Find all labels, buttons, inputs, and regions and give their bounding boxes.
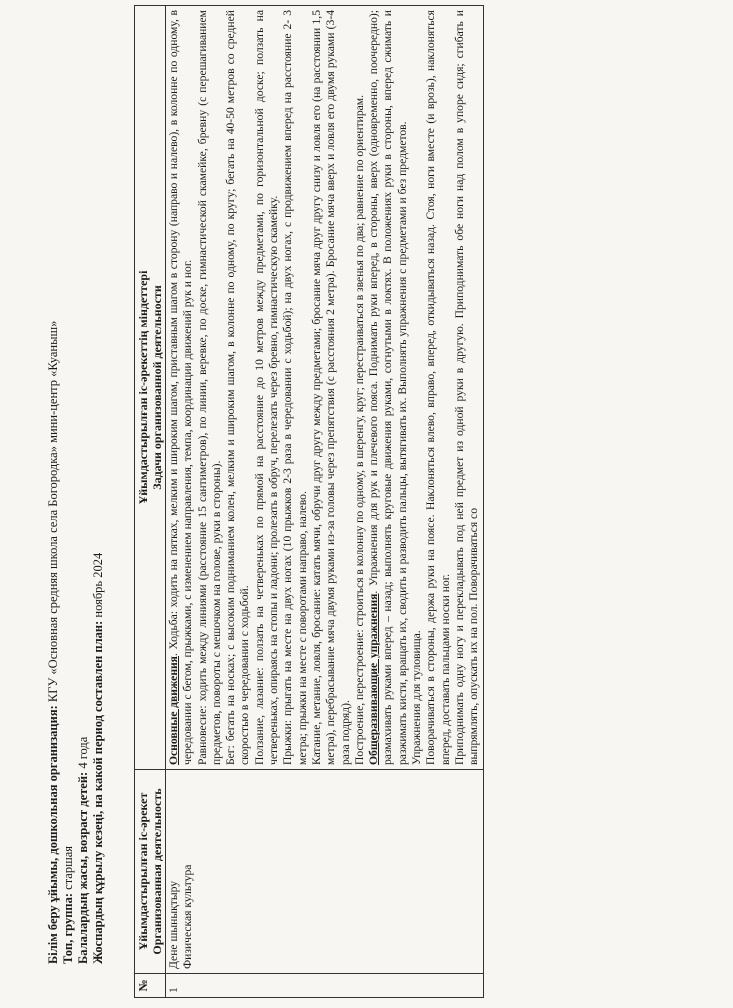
formation-paragraph: Построение, перестроение: строиться в колонну по одному, в шеренгу, круг; перестраиваться в звенья по два; равнение по ориентирам. <box>352 94 366 765</box>
running-paragraph: Бег: бегать на носках; с высоким подниманием колен, мелким и широким шагом, в колонне по одному, по кругу; бегать на 40-50 метров со средней скоростью в чередовании с ходьбой. <box>224 10 252 765</box>
column-header-number: № <box>135 974 166 998</box>
turning-paragraph: Поворачиваться в стороны, держа руки на поясе. Наклоняться влево, вправо, вперед, откидываться назад. Стоя, ноги вместе (и врозь), наклоняться вперед, доставать пальцами носки ног. <box>424 10 452 765</box>
column-header-tasks-ru: Задачи организованной деятельности <box>150 285 164 490</box>
column-header-activity <box>135 770 166 974</box>
column-header-activity-kz: Ұйымдастырылған іс-әрекет <box>136 792 150 951</box>
main-movements-paragraph <box>167 10 196 765</box>
activity-name-ru: Физическая культура <box>181 864 195 969</box>
age-value: 4 года <box>76 736 90 772</box>
torso-exercises-heading: Упражнения для туловища. <box>410 630 424 765</box>
age-line <box>76 24 91 964</box>
crawling-paragraph: Ползание, лазание: ползать на четвереньках по прямой на расстояние до 10 метров между предметами, по горизонтальной доске; ползать на четвереньках, опираясь на стопы и ладони; пролезать в обруч, перелезать через бревно, гимнастическую скамейку. <box>252 10 281 765</box>
balance-paragraph: Равновесие: ходить между линиями (расстояние 15 сантиметров), по линии, веревке, по доске, гимнастической скамейке, бревну (с перешагиванием предметов, повороты с мешочком на голове, руки в стороны). <box>195 10 223 765</box>
general-exercises-text: . Упражнения для рук и плечевого пояса. Поднимать руки вперед, в стороны, вверх (одновременно, поочередно); размахивать руками вперед – назад; выполнять круговые движения руками, согнутыми в локтях. В положениях руки в стороны, вперед сжимать и разжимать кисти, вращать их, сводить и разводить пальцы, вытягивать их. Выполнять упражнения с предметами и без предметов. <box>367 10 409 765</box>
period-label: Жоспардың құрылу кезеңі, на какой период составлен план: <box>91 620 105 964</box>
main-movements-title: Основные движения <box>167 656 180 765</box>
leg-raise-paragraph: Приподнимать одну ногу и перекладывать под ней предмет из одной руки в другую. Приподнимать обе ноги над полом в упоре сидя; сгибать и выпрямлять, опускать их на пол. Поворачиваться со <box>452 10 481 765</box>
throwing-paragraph: Катание, метание, ловля, бросание: катать мячи, обручи друг другу между предметами; бросание мяча друг другу снизу и ловля его (на расстоянии 1,5 метра), перебрасывание мяча двумя руками из-за головы через препятствия (с расстояния 2 метра). Бросание мяча вверх и ловля его двумя руками (3-4 раза подряд). <box>309 10 352 765</box>
plan-table <box>134 5 484 998</box>
organization-line <box>46 24 61 964</box>
period-value: ноябрь 2024 <box>91 552 105 621</box>
organization-value: КГУ «Основная средняя школа села Богородка» мини-центр «Куаныш» <box>46 320 60 706</box>
group-line <box>61 24 76 964</box>
row-number: 1 <box>166 974 484 998</box>
column-header-tasks <box>135 6 166 770</box>
general-exercises-title: Общеразвивающие упражнения <box>367 593 381 765</box>
column-header-activity-ru: Организованная деятельность <box>150 788 164 955</box>
age-label: Балалардың жасы, возраст детей: <box>76 771 90 964</box>
activity-name-kz: Дене шынықтыру <box>167 880 180 969</box>
column-header-tasks-kz: Ұйымдастырылған іс-әрекеттің міндеттері <box>136 270 150 505</box>
activity-cell <box>166 770 484 974</box>
table-row <box>166 6 484 998</box>
jumping-paragraph: Прыжки: прыгать на месте на двух ногах (10 прыжков 2-3 раза в чередовании с ходьбой); на двух ногах, с продвижением вперед на расстояние 2- 3 метра; прыжки на месте с поворотами направо, налево. <box>281 10 309 765</box>
organization-label: Білім беру ұйымы, дошкольная организация: <box>46 705 60 964</box>
group-value: старшая <box>61 845 75 893</box>
table-header-row <box>135 6 166 998</box>
main-movements-text: . Ходьба: ходить на пятках, мелким и широким шагом, приставным шагом в сторону (направо и налево), в колонне по одному, в чередовании с бегом, прыжками, с изменением направления, темпа, координации движений рук и ног. <box>167 10 195 765</box>
tasks-cell <box>166 6 484 770</box>
general-exercises-paragraph <box>367 10 410 765</box>
period-line <box>91 24 106 964</box>
document-header <box>46 24 106 964</box>
group-label: Топ, группа: <box>61 892 75 964</box>
